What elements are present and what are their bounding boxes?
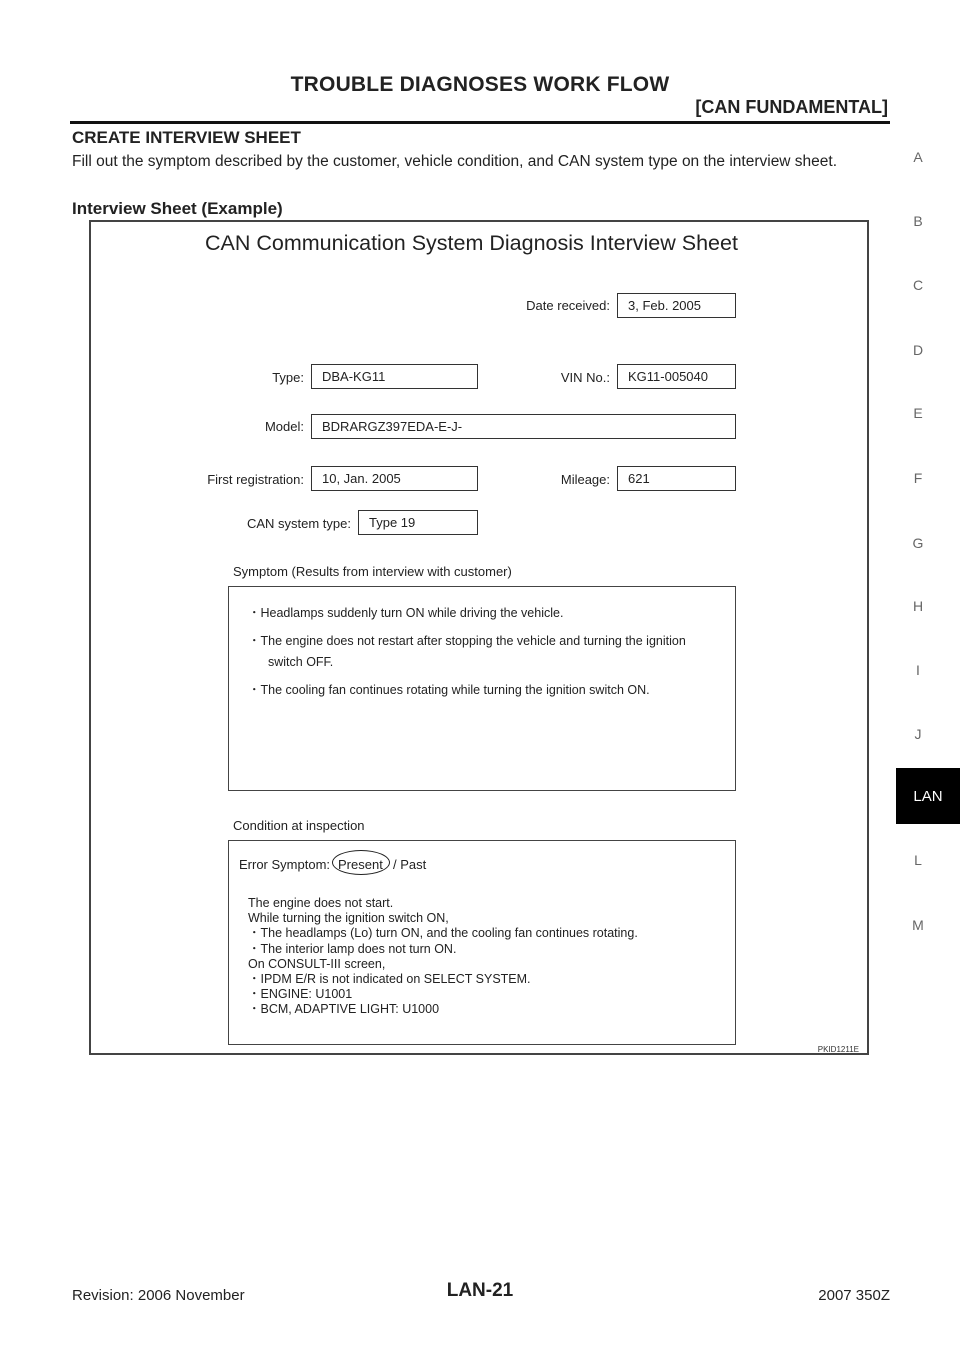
vin-label: VIN No.:	[560, 370, 610, 385]
date-received-field: 3, Feb. 2005	[617, 293, 736, 318]
date-received-label: Date received:	[526, 298, 610, 313]
first-registration-label: First registration:	[207, 472, 304, 487]
symptom-caption: Symptom (Results from interview with customer)	[233, 564, 512, 579]
index-tab-d[interactable]: D	[912, 342, 924, 358]
page-subtitle: [CAN FUNDAMENTAL]	[695, 97, 888, 117]
footer-model-year: 2007 350Z	[818, 1287, 890, 1304]
footer-page-number: LAN-21	[446, 1280, 514, 1301]
condition-line: ・The interior lamp does not turn ON.	[248, 941, 457, 956]
condition-line: The engine does not start.	[248, 896, 394, 910]
condition-line: ・ENGINE: U1001	[248, 987, 353, 1002]
symptom-item-continuation: switch OFF.	[268, 655, 334, 669]
error-present-option: Present	[338, 857, 383, 872]
index-tab-i[interactable]: I	[916, 662, 920, 678]
intro-paragraph: Fill out the symptom described by the customer, vehicle condition, and CAN system type on the interview sheet.	[72, 153, 838, 170]
error-past-option: / Past	[393, 857, 427, 872]
header-divider	[70, 121, 890, 124]
condition-caption: Condition at inspection	[233, 818, 365, 833]
condition-line: While turning the ignition switch ON,	[248, 911, 449, 926]
can-system-type-field: Type 19	[358, 510, 478, 535]
figure-id: PKID1211E	[817, 1045, 859, 1054]
footer-revision: Revision: 2006 November	[72, 1287, 245, 1304]
first-registration-field: 10, Jan. 2005	[311, 466, 478, 491]
symptom-item: ・Headlamps suddenly turn ON while driving the vehicle.	[248, 606, 564, 620]
condition-details	[248, 896, 638, 1018]
section-heading: CREATE INTERVIEW SHEET	[72, 128, 301, 147]
error-symptom-label: Error Symptom:	[239, 857, 331, 872]
index-tab-lan-active[interactable]: LAN	[896, 768, 960, 824]
condition-line: On CONSULT-III screen,	[248, 956, 386, 971]
index-tab-h[interactable]: H	[912, 598, 924, 614]
index-tab-f[interactable]: F	[913, 470, 923, 486]
can-system-type-label: CAN system type:	[246, 516, 351, 531]
model-label: Model:	[264, 419, 304, 434]
index-tab-j[interactable]: J	[914, 726, 922, 742]
index-tab-m[interactable]: M	[912, 917, 924, 933]
index-tab-e[interactable]: E	[913, 405, 923, 421]
type-label: Type:	[272, 370, 304, 385]
page-title: TROUBLE DIAGNOSES WORK FLOW	[290, 73, 670, 96]
mileage-field: 621	[617, 466, 736, 491]
condition-line: ・IPDM E/R is not indicated on SELECT SYSTEM.	[248, 972, 531, 987]
sheet-title: CAN Communication System Diagnosis Interview Sheet	[205, 231, 738, 255]
index-tab-c[interactable]: C	[912, 277, 924, 293]
index-tab-l[interactable]: L	[914, 852, 922, 868]
mileage-label: Mileage:	[560, 472, 610, 487]
condition-line: ・BCM, ADAPTIVE LIGHT: U1000	[248, 1002, 440, 1017]
index-tab-b[interactable]: B	[913, 213, 923, 229]
condition-line: ・The headlamps (Lo) turn ON, and the cooling fan continues rotating.	[248, 926, 638, 941]
symptom-item: ・The cooling fan continues rotating while turning the ignition switch ON.	[248, 683, 650, 697]
symptom-item: ・The engine does not restart after stopping the vehicle and turning the ignition	[248, 634, 686, 648]
vin-field: KG11-005040	[617, 364, 736, 389]
figure-heading: Interview Sheet (Example)	[72, 199, 283, 218]
model-field: BDRARGZ397EDA-E-J-	[311, 414, 736, 439]
index-tab-a[interactable]: A	[913, 149, 923, 165]
index-tab-g[interactable]: G	[912, 535, 924, 551]
type-field: DBA-KG11	[311, 364, 478, 389]
